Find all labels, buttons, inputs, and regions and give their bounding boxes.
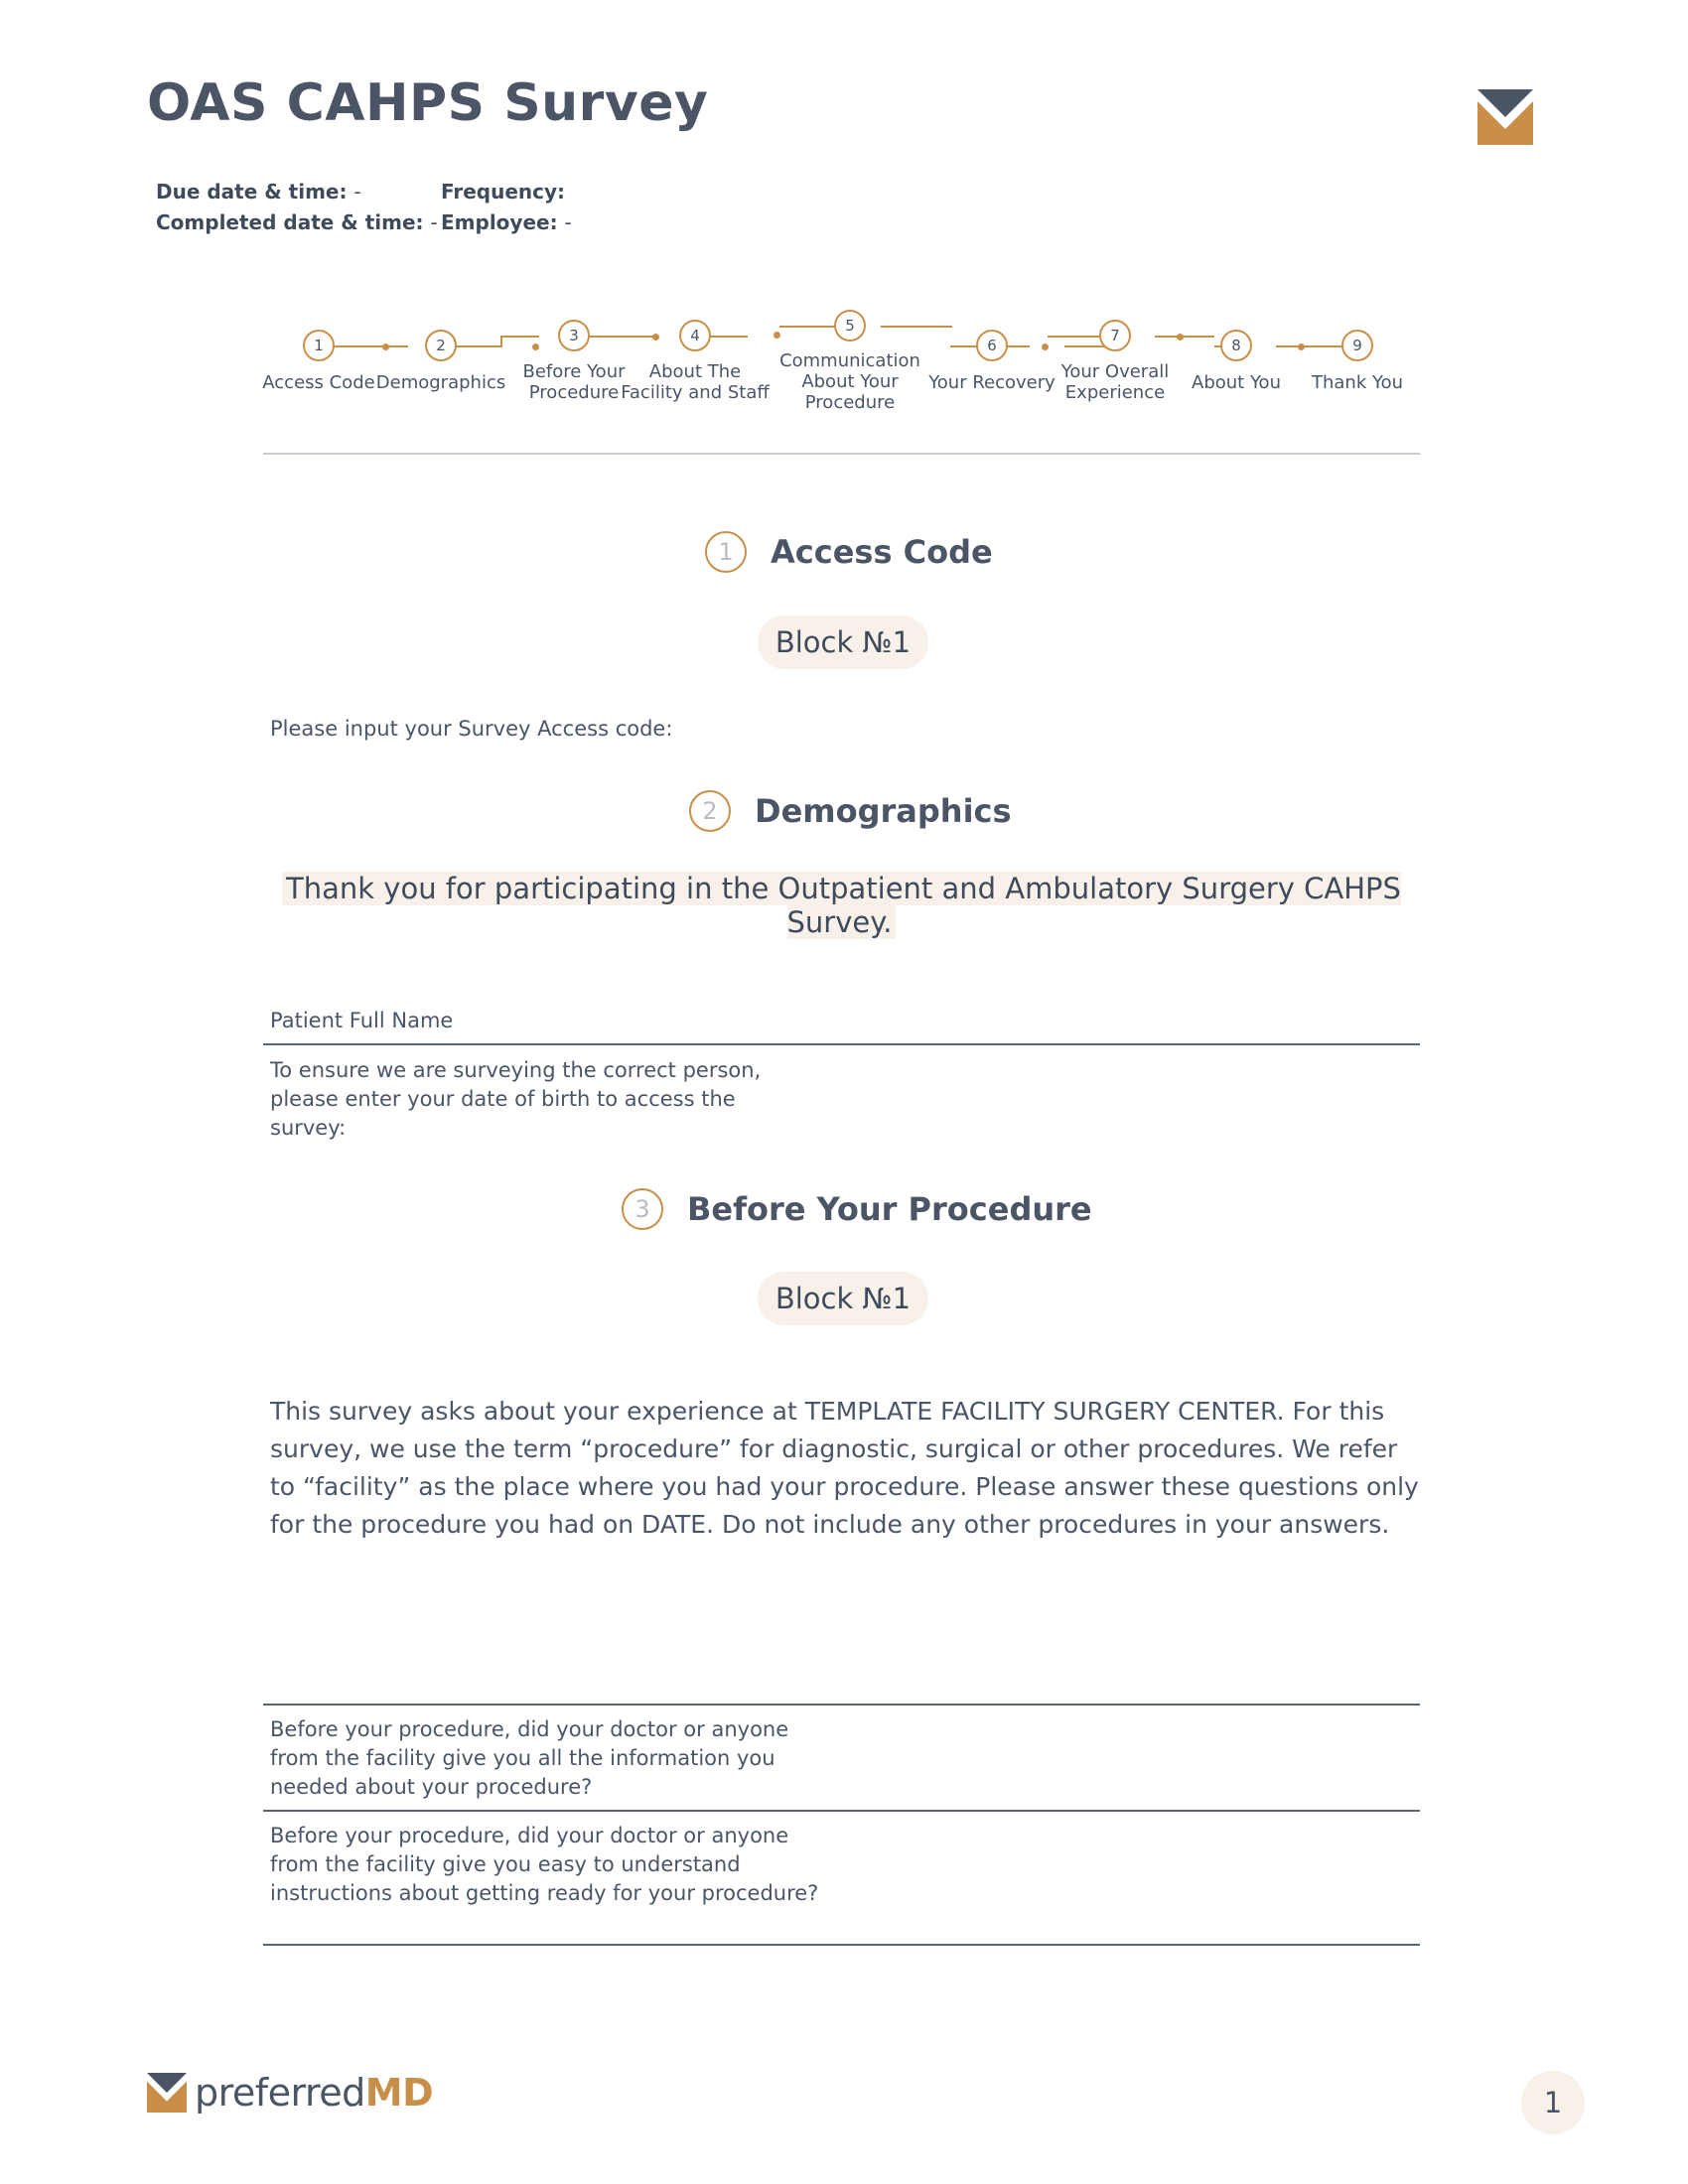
step-7-label: Your Overall Experience (1060, 361, 1170, 403)
step-2-circle[interactable]: 2 (425, 330, 457, 361)
section-title: Demographics (755, 792, 1012, 830)
step-connector (1155, 336, 1214, 338)
step-9-circle[interactable]: 9 (1341, 330, 1373, 361)
brand-mark-icon (147, 2073, 187, 2113)
section-access-code-header (705, 531, 993, 573)
employee-value: - (564, 210, 572, 234)
step-6-label: Your Recovery (928, 372, 1055, 393)
step-dot (382, 343, 389, 350)
banner-text: Thank you for participating in the Outpatient and Ambulatory Surgery CAHPS Survey. (282, 872, 1401, 939)
section-demographics-header (689, 790, 1012, 832)
patient-name-label: Patient Full Name (270, 1009, 454, 1032)
section-number-badge: 3 (622, 1188, 663, 1230)
step-4-circle[interactable]: 4 (679, 320, 711, 351)
brand-logo-icon (1477, 89, 1533, 149)
completed-date-value: - (430, 210, 438, 234)
due-date-label: Due date & time: (156, 180, 348, 204)
section-before-procedure-header (622, 1188, 1092, 1230)
step-4-label: About The Facility and Staff (621, 361, 770, 403)
question-1: Before your procedure, did your doctor or anyone from the facility give you all the information you needed about your procedure? (270, 1717, 789, 1799)
progress-stepper (253, 306, 1435, 425)
patient-name-field[interactable] (263, 1043, 1420, 1045)
block-label: Block №1 (758, 615, 928, 669)
frequency-label: Frequency: (441, 180, 566, 204)
step-dot (1177, 334, 1184, 341)
step-connector (500, 336, 539, 338)
step-1-circle[interactable]: 1 (303, 330, 335, 361)
access-code-prompt: Please input your Survey Access code: (270, 717, 673, 741)
page-title: OAS CAHPS Survey (147, 73, 709, 133)
step-connector (881, 326, 952, 328)
step-3-circle[interactable]: 3 (558, 320, 590, 351)
step-8-circle[interactable]: 8 (1220, 330, 1252, 361)
step-6-circle[interactable]: 6 (976, 330, 1008, 361)
page-number: 1 (1521, 2071, 1585, 2134)
due-date-field (156, 180, 361, 204)
completed-date-label: Completed date & time: (156, 210, 424, 234)
question-divider (263, 1704, 1420, 1706)
frequency-field (441, 180, 565, 204)
employee-field (441, 210, 572, 234)
brand-name-md: MD (364, 2071, 434, 2115)
step-dot (774, 332, 780, 339)
step-9-label: Thank You (1311, 372, 1403, 393)
completed-date-field (156, 210, 438, 234)
step-dot (652, 334, 659, 341)
step-5-label: Communication About Your Procedure (779, 350, 920, 413)
section-title: Before Your Procedure (687, 1190, 1092, 1228)
block-label: Block №1 (758, 1272, 928, 1325)
section-number-badge: 2 (689, 790, 731, 832)
step-1-label: Access Code (262, 372, 375, 393)
due-date-value: - (353, 180, 361, 204)
question-2-answer-line[interactable] (263, 1944, 1420, 1946)
question-2: Before your procedure, did your doctor or anyone from the facility give you easy to understand instructions about getting ready for your procedure? (270, 1824, 819, 1905)
step-dot (1042, 343, 1049, 350)
section-title: Access Code (771, 533, 993, 571)
step-3-label: Before Your Procedure (522, 361, 626, 403)
step-8-label: About You (1192, 372, 1281, 393)
step-2-label: Demographics (375, 372, 506, 393)
step-5-circle[interactable]: 5 (834, 310, 866, 341)
survey-intro-paragraph: This survey asks about your experience at TEMPLATE FACILITY SURGERY CENTER. For this survey, we use the term “procedure” for diagnostic, surgical or other procedures. We refer to “facility” as the place where you had your procedure. Please answer these questions only for the procedure you had on DATE. Do not include any other procedures in your answers. (270, 1397, 1419, 1539)
thank-you-banner (278, 872, 1405, 939)
employee-label: Employee: (441, 210, 558, 234)
dob-prompt: To ensure we are surveying the correct person, please enter your date of birth to access the survey: (270, 1058, 762, 1140)
section-number-badge: 1 (705, 531, 747, 573)
step-7-circle[interactable]: 7 (1099, 320, 1131, 351)
brand-name-wordmark (195, 2071, 433, 2115)
brand-name-preferred: preferred (195, 2071, 365, 2115)
question-1-answer-line[interactable] (263, 1810, 1420, 1812)
footer-brand-logo (147, 2071, 433, 2115)
step-dot (532, 343, 539, 350)
header-divider (263, 453, 1420, 455)
step-dot (1298, 343, 1305, 350)
